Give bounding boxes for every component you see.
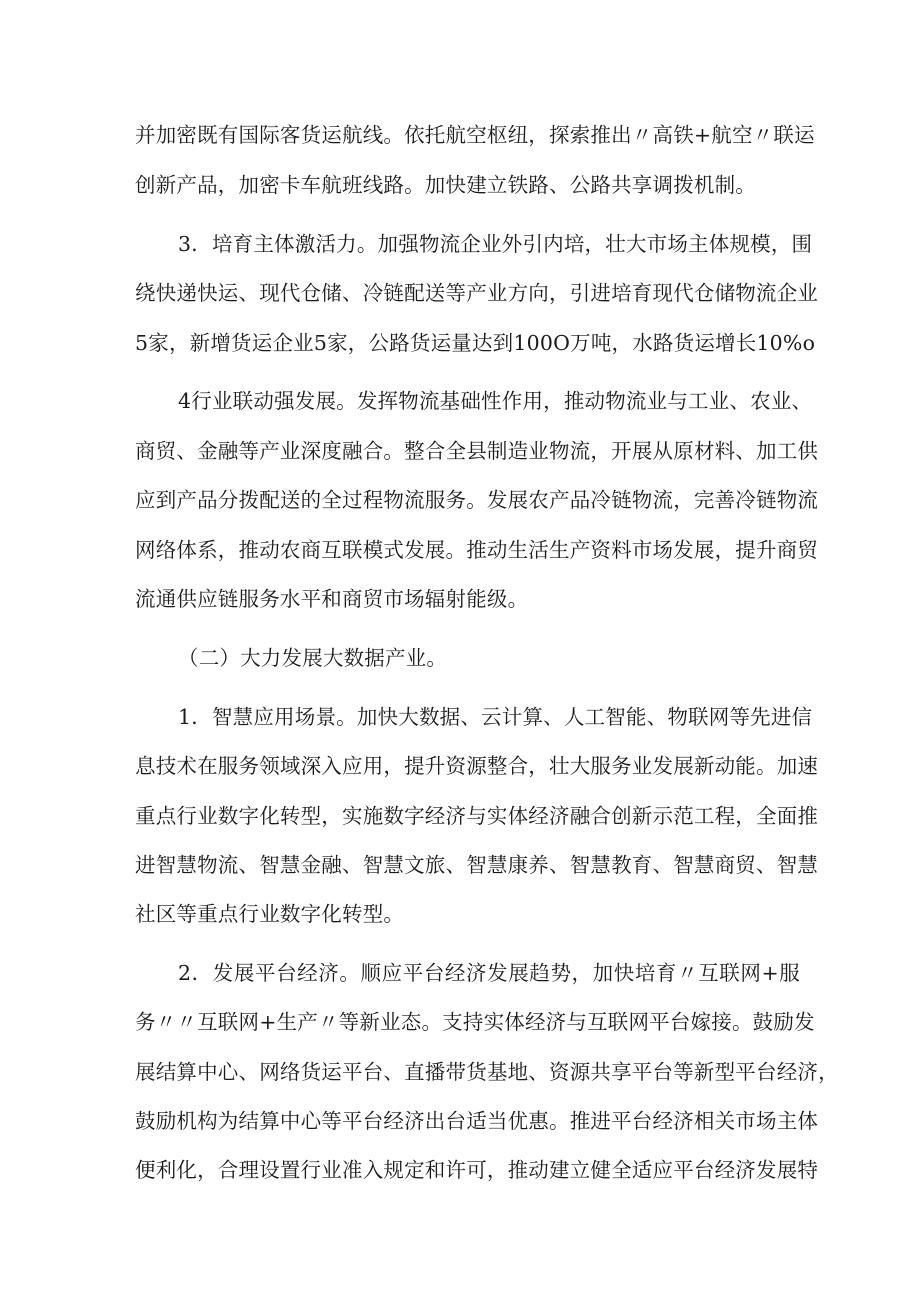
text-line: 应到产品分拨配送的全过程物流服务。发展农产品冷链物流，完善冷链物流	[135, 488, 819, 512]
text-line: 流通供应链服务水平和商贸市场辐射能级。	[135, 587, 529, 611]
text-line: 展结算中心、网络货运平台、直播带货基地、资源共享平台等新型平台经济，	[135, 1060, 839, 1084]
text-line: 务〃〃互联网+生产〃等新业态。支持实体经济与互联网平台嫁接。鼓励发	[135, 1010, 815, 1034]
text-line: 绕快递快运、现代仓储、冷链配送等产业方向，引进培育现代仓储物流企业	[135, 281, 819, 305]
text-line: 进智慧物流、智慧金融、智慧文旅、智慧康养、智慧教育、智慧商贸、智慧	[135, 853, 819, 877]
text-line: 社区等重点行业数字化转型。	[135, 902, 405, 926]
text-line: 创新产品，加密卡车航班线路。加快建立铁路、公路共享调拨机制。	[135, 173, 756, 197]
text-line: 4行业联动强发展。发挥物流基础性作用，推动物流业与工业、农业、	[178, 389, 813, 413]
text-line: 并加密既有国际客货运航线。依托航空枢纽，探索推出〃高铁+航空〃联运	[135, 123, 815, 147]
section-heading: （二）大力发展大数据产业。	[178, 646, 448, 670]
text-line: 3．培育主体激活力。加强物流企业外引内培，壮大市场主体规模，围	[178, 232, 813, 256]
text-line: 重点行业数字化转型，实施数字经济与实体经济融合创新示范工程，全面推	[135, 804, 819, 828]
text-line: 商贸、金融等产业深度融合。整合全县制造业物流，开展从原材料、加工供	[135, 439, 819, 463]
text-line: 网络体系，推动农商互联模式发展。推动生活生产资料市场发展，提升商贸	[135, 538, 819, 562]
text-line: 息技术在服务领域深入应用，提升资源整合，壮大服务业发展新动能。加速	[135, 754, 819, 778]
text-line: 2．发展平台经济。顺应平台经济发展趋势，加快培育〃互联网+服	[178, 961, 800, 985]
text-line: 便利化，合理设置行业准入规定和许可，推动建立健全适应平台经济发展特	[135, 1158, 819, 1182]
text-line: 1．智慧应用场景。加快大数据、云计算、人工智能、物联网等先进信	[178, 705, 813, 729]
text-line: 鼓励机构为结算中心等平台经济出台适当优惠。推进平台经济相关市场主体	[135, 1109, 819, 1133]
text-line: 5家，新增货运企业5家，公路货运量达到100O万吨，水路货运增长10%o	[135, 331, 816, 355]
